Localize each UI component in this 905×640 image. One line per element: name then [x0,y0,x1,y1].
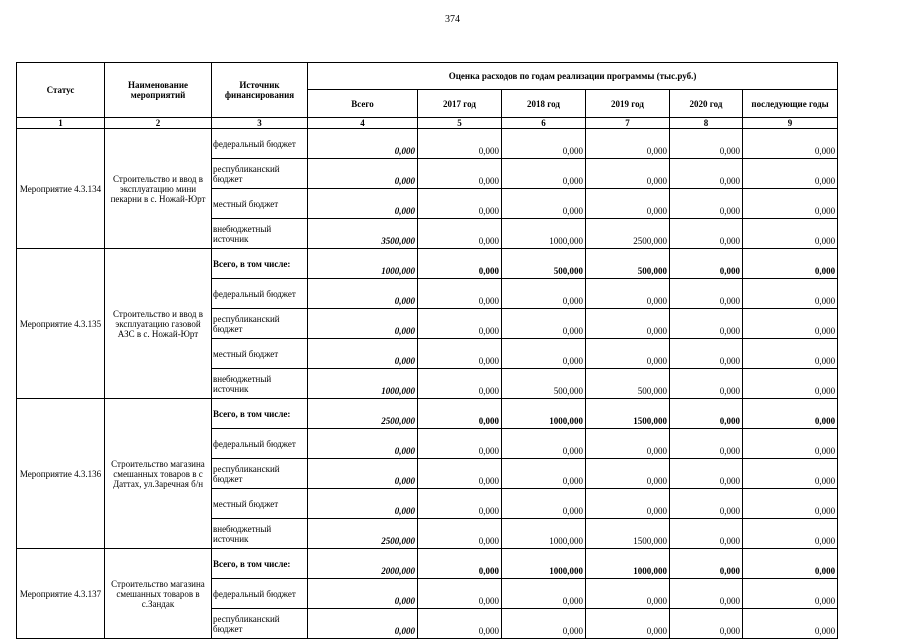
header-name: Наименование мероприятий [105,63,212,118]
year-value: 0,000 [743,219,838,249]
col-number: 9 [743,118,838,129]
year-value: 1000,000 [586,549,670,579]
year-value: 0,000 [586,159,670,189]
funding-source: республиканский бюджет [212,159,308,189]
year-value: 1000,000 [502,219,586,249]
col-number: 6 [502,118,586,129]
year-value: 0,000 [418,369,502,399]
header-total: Всего [308,90,418,118]
funding-source: федеральный бюджет [212,129,308,159]
total-value: 0,000 [308,279,418,309]
funding-source: федеральный бюджет [212,429,308,459]
header-status: Статус [17,63,105,118]
total-value: 0,000 [308,579,418,609]
header-year-2019: 2019 год [586,90,670,118]
table-body [17,129,838,639]
year-value: 0,000 [670,459,743,489]
year-value: 0,000 [743,489,838,519]
year-value: 0,000 [418,489,502,519]
funding-source: внебюджетный источник [212,219,308,249]
year-value: 0,000 [670,219,743,249]
table-row [17,129,838,159]
year-value: 0,000 [743,459,838,489]
year-value: 0,000 [502,609,586,639]
year-value: 0,000 [743,189,838,219]
table-row [17,549,838,579]
year-value: 0,000 [418,309,502,339]
year-value: 0,000 [670,609,743,639]
year-value: 0,000 [743,129,838,159]
year-value: 0,000 [743,609,838,639]
col-number: 2 [105,118,212,129]
year-value: 2500,000 [586,219,670,249]
year-value: 0,000 [418,219,502,249]
year-value: 0,000 [418,159,502,189]
year-value: 0,000 [586,189,670,219]
year-value: 0,000 [743,309,838,339]
year-value: 500,000 [502,249,586,279]
funding-source: федеральный бюджет [212,279,308,309]
total-value: 2500,000 [308,399,418,429]
year-value: 0,000 [670,309,743,339]
funding-source: федеральный бюджет [212,579,308,609]
year-value: 0,000 [418,339,502,369]
budget-table-container [16,62,837,636]
year-value: 0,000 [502,129,586,159]
year-value: 0,000 [502,309,586,339]
total-value: 0,000 [308,489,418,519]
funding-source: местный бюджет [212,339,308,369]
total-value: 1000,000 [308,369,418,399]
year-value: 0,000 [586,279,670,309]
total-value: 1000,000 [308,249,418,279]
year-value: 0,000 [670,159,743,189]
year-value: 1500,000 [586,519,670,549]
total-value: 0,000 [308,129,418,159]
year-value: 0,000 [418,399,502,429]
funding-source: республиканский бюджет [212,459,308,489]
total-value: 3500,000 [308,219,418,249]
year-value: 0,000 [586,129,670,159]
year-value: 0,000 [418,609,502,639]
funding-source: местный бюджет [212,189,308,219]
col-number: 3 [212,118,308,129]
year-value: 1000,000 [502,399,586,429]
header-estimate: Оценка расходов по годам реализации программы (тыс.руб.) [308,63,838,90]
funding-source: внебюджетный источник [212,519,308,549]
activity-name: Строительство и ввод в эксплуатацию мини пекарни в с. Ножай-Юрт [105,129,212,249]
activity-status: Мероприятие 4.3.134 [17,129,105,249]
year-value: 0,000 [670,279,743,309]
year-value: 0,000 [743,249,838,279]
year-value: 0,000 [743,159,838,189]
year-value: 0,000 [502,339,586,369]
activity-status: Мероприятие 4.3.136 [17,399,105,549]
total-value: 0,000 [308,159,418,189]
col-number: 7 [586,118,670,129]
year-value: 500,000 [502,369,586,399]
activity-status: Мероприятие 4.3.137 [17,549,105,639]
year-value: 0,000 [670,579,743,609]
year-value: 0,000 [586,579,670,609]
year-value: 0,000 [670,429,743,459]
total-value: 2500,000 [308,519,418,549]
year-value: 0,000 [418,549,502,579]
year-value: 0,000 [418,579,502,609]
col-number: 4 [308,118,418,129]
year-value: 0,000 [502,159,586,189]
header-year-2020: 2020 год [670,90,743,118]
year-value: 0,000 [743,339,838,369]
total-value: 0,000 [308,429,418,459]
year-value: 0,000 [670,549,743,579]
year-value: 0,000 [502,579,586,609]
year-value: 0,000 [743,519,838,549]
year-value: 0,000 [418,189,502,219]
year-value: 0,000 [670,519,743,549]
year-value: 0,000 [670,249,743,279]
funding-source: Всего, в том числе: [212,249,308,279]
funding-source: республиканский бюджет [212,309,308,339]
activity-name: Строительство магазина смешанных товаров в с.Зандак [105,549,212,639]
col-number: 8 [670,118,743,129]
total-value: 0,000 [308,309,418,339]
year-value: 0,000 [743,279,838,309]
year-value: 0,000 [586,429,670,459]
year-value: 0,000 [743,579,838,609]
year-value: 0,000 [586,489,670,519]
year-value: 0,000 [670,339,743,369]
budget-table [16,62,838,639]
year-value: 0,000 [743,429,838,459]
year-value: 0,000 [418,429,502,459]
year-value: 500,000 [586,249,670,279]
total-value: 0,000 [308,609,418,639]
total-value: 0,000 [308,459,418,489]
header-later-years: последующие годы [743,90,838,118]
year-value: 1000,000 [502,549,586,579]
activity-name: Строительство магазина смешанных товаров в с Даттах, ул.Заречная б/н [105,399,212,549]
year-value: 0,000 [502,429,586,459]
table-row [17,249,838,279]
table-row [17,399,838,429]
col-number: 1 [17,118,105,129]
year-value: 0,000 [418,129,502,159]
year-value: 0,000 [502,459,586,489]
year-value: 0,000 [670,189,743,219]
year-value: 0,000 [586,339,670,369]
year-value: 0,000 [670,129,743,159]
funding-source: Всего, в том числе: [212,549,308,579]
year-value: 0,000 [743,369,838,399]
year-value: 0,000 [418,249,502,279]
year-value: 0,000 [502,279,586,309]
year-value: 0,000 [586,309,670,339]
total-value: 0,000 [308,339,418,369]
year-value: 1000,000 [502,519,586,549]
year-value: 0,000 [670,369,743,399]
year-value: 0,000 [502,189,586,219]
activity-status: Мероприятие 4.3.135 [17,249,105,399]
activity-name: Строительство и ввод в эксплуатацию газовой АЗС в с. Ножай-Юрт [105,249,212,399]
year-value: 500,000 [586,369,670,399]
year-value: 0,000 [502,489,586,519]
header-source: Источник финансирования [212,63,308,118]
funding-source: местный бюджет [212,489,308,519]
funding-source: внебюджетный источник [212,369,308,399]
total-value: 0,000 [308,189,418,219]
year-value: 1500,000 [586,399,670,429]
total-value: 2000,000 [308,549,418,579]
year-value: 0,000 [743,399,838,429]
funding-source: Всего, в том числе: [212,399,308,429]
year-value: 0,000 [418,279,502,309]
col-number: 5 [418,118,502,129]
year-value: 0,000 [586,459,670,489]
page-number: 374 [445,14,460,25]
year-value: 0,000 [670,399,743,429]
funding-source: республиканский бюджет [212,609,308,639]
year-value: 0,000 [418,519,502,549]
year-value: 0,000 [586,609,670,639]
header-year-2018: 2018 год [502,90,586,118]
year-value: 0,000 [418,459,502,489]
header-year-2017: 2017 год [418,90,502,118]
year-value: 0,000 [670,489,743,519]
year-value: 0,000 [743,549,838,579]
